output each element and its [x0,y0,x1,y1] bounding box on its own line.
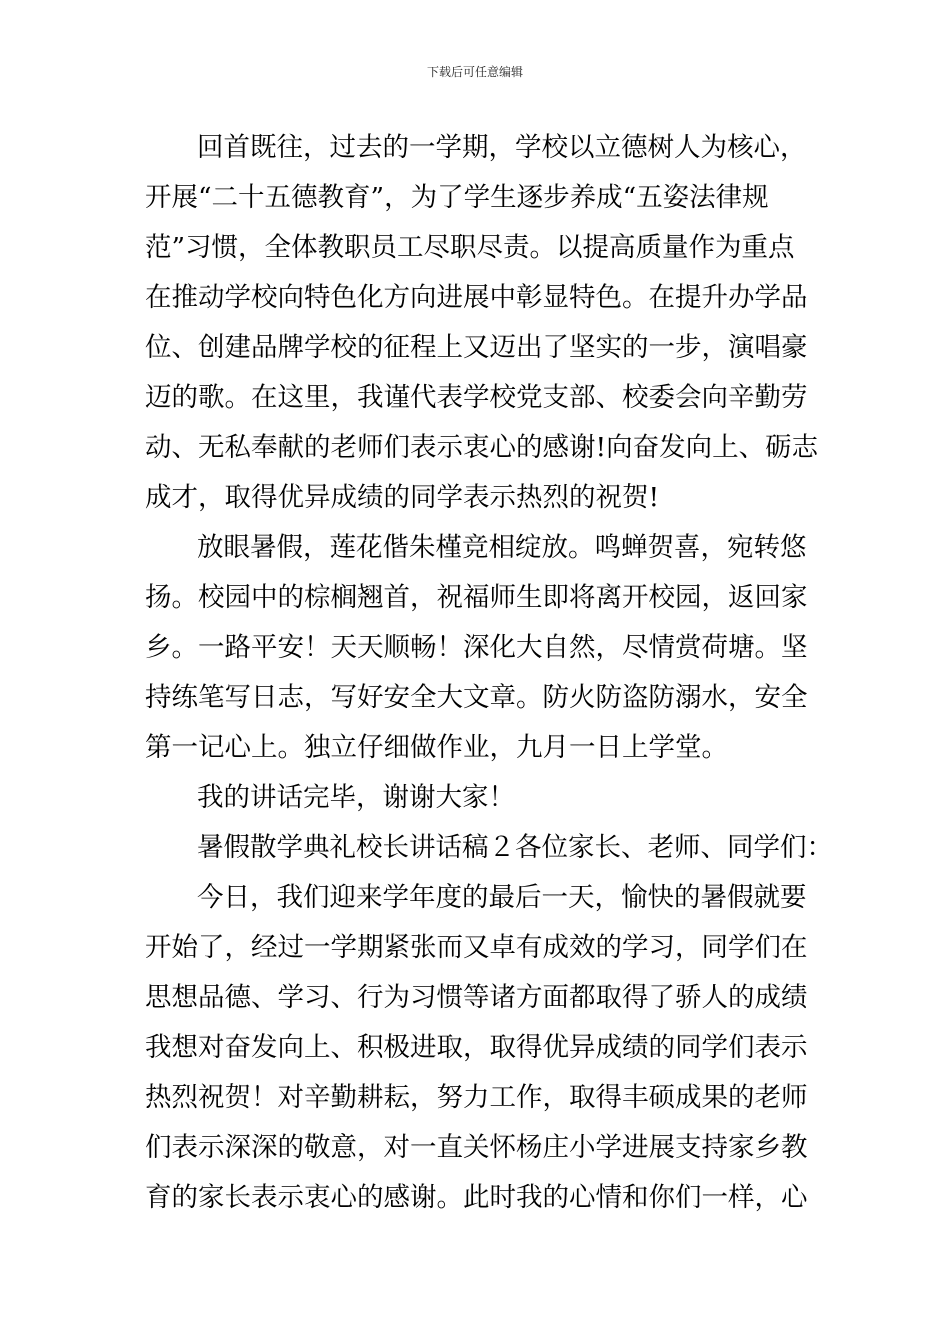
section-heading-line: 暑假散学典礼校长讲话稿２各位家长、老师、同学们： [197,832,833,863]
paragraph-line: 位、创建品牌学校的征程上又迈出了坚实的一步，演唱豪 [145,332,808,363]
paragraph-line: 持练笔写日志，写好安全大文章。防火防盗防溺水，安全 [145,682,808,713]
paragraph-line: 思想品德、学习、行为习惯等诸方面都取得了骄人的成绩 [145,982,808,1013]
paragraph-line: 我的讲话完毕，谢谢大家！ [197,782,515,813]
paragraph-line: 今日，我们迎来学年度的最后一天，愉快的暑假就要 [197,882,807,913]
paragraph-line: 动、无私奉献的老师们表示衷心的感谢!向奋发向上、砺志 [145,432,819,463]
paragraph-line: 成才，取得优异成绩的同学表示热烈的祝贺! [145,482,660,513]
paragraph-line: 开展“二十五德教育”，为了学生逐步养成“五姿法律规 [145,182,769,213]
paragraph-line: 扬。校园中的棕榈翘首，祝福师生即将离开校园，返回家 [145,582,808,613]
paragraph-line: 范”习惯，全体教职员工尽职尽责。以提高质量作为重点 [145,232,795,263]
paragraph-line: 迈的歌。在这里，我谨代表学校党支部、校委会向辛勤劳 [145,382,808,413]
paragraph-line: 放眼暑假，莲花偕朱槿竞相绽放。鸣蝉贺喜，宛转悠 [197,532,807,563]
paragraph-line: 第一记心上。独立仔细做作业，九月一日上学堂。 [145,732,728,763]
paragraph-line: 开始了，经过一学期紧张而又卓有成效的学习，同学们在 [145,932,808,963]
paragraph-line: 们表示深深的敬意，对一直关怀杨庄小学进展支持家乡教 [145,1132,808,1163]
paragraph-line: 育的家长表示衷心的感谢。此时我的心情和你们一样，心 [145,1182,808,1213]
paragraph-line: 在推动学校向特色化方向进展中彰显特色。在提升办学品 [145,282,808,313]
paragraph-line: 热烈祝贺！对辛勤耕耘，努力工作，取得丰硕成果的老师 [145,1082,808,1113]
header-note: 下载后可任意编辑 [426,65,523,79]
paragraph-line: 回首既往，过去的一学期，学校以立德树人为核心， [197,132,807,163]
paragraph-line: 我想对奋发向上、积极进取，取得优异成绩的同学们表示 [145,1032,808,1063]
paragraph-line: 乡。一路平安！天天顺畅！深化大自然，尽情赏荷塘。坚 [145,632,808,663]
